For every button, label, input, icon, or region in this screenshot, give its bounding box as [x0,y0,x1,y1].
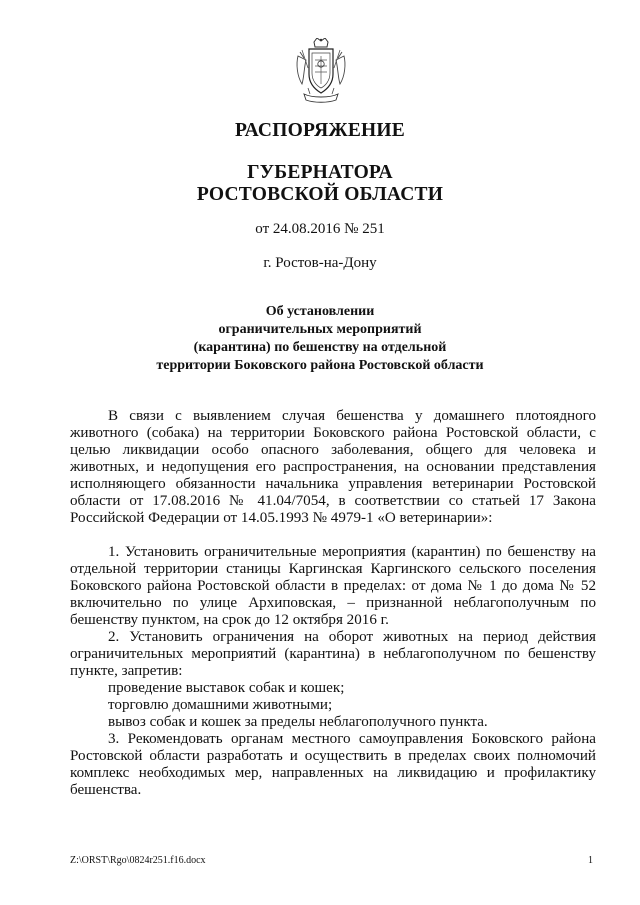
item-3-paragraph: 3. Рекомендовать органам местного самоуправления Боковского района Ростовской области разработать и осуществить в пределах своих полномочий комплекс необходимых мер, направленных на ликвидацию и профилактику бешенства. [70,731,596,798]
page-number: 1 [588,855,593,866]
item-2-paragraph: 2. Установить ограничения на оборот животных на период действия ограничительных мероприятий (карантина) в неблагополучном по бешенству пункте, запретив: [70,629,596,679]
subject-line-4: территории Боковского района Ростовской области [156,358,484,373]
ban-item-2: торговлю домашними животными; [108,697,333,713]
item-1-paragraph: 1. Установить ограничительные мероприятия (карантин) по бешенству на отдельной территории станицы Каргинская Каргинского сельского поселения Боковского района Ростовской области в пределах: от дома № 1 до дома № 52 включительно по улице Архиповская, – признанной неблагополучным по бешенству пунктом, на срок до 12 октября 2016 г. [70,544,596,628]
document-date-number: от 24.08.2016 № 251 [255,221,385,237]
coat-of-arms-icon [294,38,348,104]
document-type: РАСПОРЯЖЕНИЕ [235,120,405,141]
subject-line-3: (карантина) по бешенству на отдельной [193,340,447,355]
subject-line-1: Об установлении [265,304,375,319]
issuer-line-2: РОСТОВСКОЙ ОБЛАСТИ [196,184,444,205]
preamble-paragraph: В связи с выявлением случая бешенства у домашнего плотоядного животного (собака) на территории Боковского района Ростовской области, с целью ликвидации особо опасного заболевания, общего для человека и животных, и недопущения его распространения, на основании представления исполняющего обязанности начальника управления ветеринарии Ростовской области от 17.08.2016 № 41.04/7054, в соответствии со статьей 17 Закона Российской Федерации от 14.05.1993 № 4979-1 «О ветеринарии»: [70,408,596,526]
file-path: Z:\ORST\Rgo\0824r251.f16.docx [70,855,206,866]
subject-line-2: ограничительных мероприятий [218,322,422,337]
ban-item-1: проведение выставок собак и кошек; [108,680,345,696]
document-place: г. Ростов-на-Дону [263,255,377,271]
issuer-line-1: ГУБЕРНАТОРА [247,162,393,183]
ban-item-3: вывоз собак и кошек за пределы неблагополучного пункта. [108,714,488,730]
document-body [70,408,596,799]
